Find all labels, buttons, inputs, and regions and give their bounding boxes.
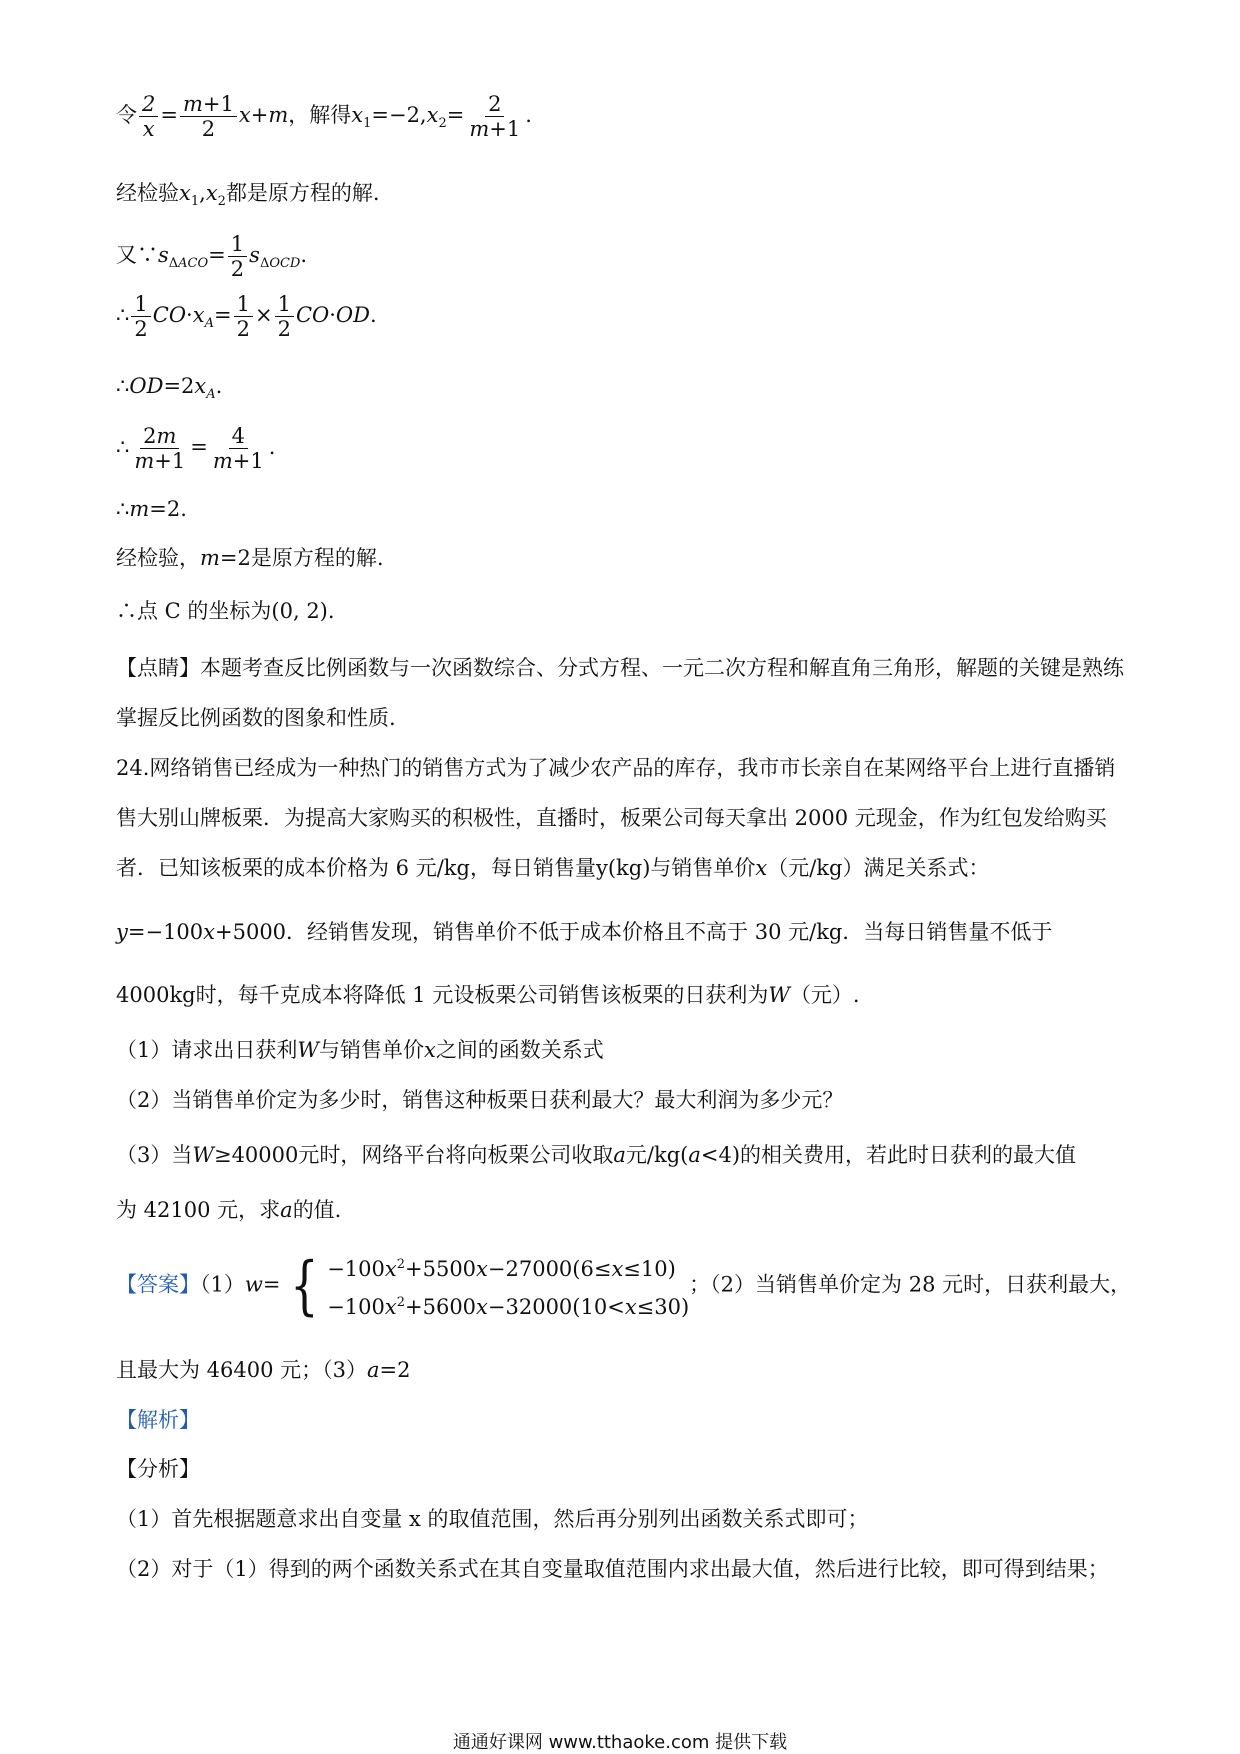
sub-question-3-line-2: 为 42100 元，求a的值. (116, 1198, 342, 1222)
answer-line-1: 【答案】（1）w= { $-100x^2+5500x-27000(6\le x\le 10)$ $-100x^2+5600x-32000(10<x\le 30)$ ；（2）当销售单价定为 28 元时，日获利最大， (116, 1249, 1132, 1323)
sub-question-2: （2）当销售单价定为多少时，销售这种板栗日获利最大？最大利润为多少元？ (116, 1088, 844, 1112)
text-line-2: 经检验$x_1,x_2$都是原方程的解. (116, 181, 380, 209)
equation-line-7: ∴m=2. (116, 497, 187, 521)
question-24-line-4: y=−100x+5000．经销售发现，销售单价不低于成本价格且不高于 30 元/kg．当每日销售量不低于 (116, 920, 1053, 944)
footer-text: 通通好课网 www.tthaoke.com 提供下载 (452, 1732, 788, 1753)
equation-line-1: 令 $\frac{2}{x}$ = $\frac{m+1}{2}$ x+m，解得$x_1=-2,x_2=$ $\frac{2}{m+1}$ . (116, 92, 532, 142)
equation-line-3: 又$\because s_{\Delta ACO}=$ $\frac{1}{2}$ $s_{\Delta OCD}$. (116, 232, 308, 282)
sub-question-1: （1）请求出日获利W与销售单价x之间的函数关系式 (116, 1038, 604, 1062)
sub-question-3: （3）当W≥40000元时，网络平台将向板栗公司收取a元/kg(a<4)的相关费用，若此时日获利的最大值 (116, 1143, 1077, 1167)
answer-line-2: 且最大为 46400 元；（3）a=2 (116, 1358, 411, 1382)
analysis-line-1: （1）首先根据题意求出自变量 x 的取值范围，然后再分别列出函数关系式即可； (116, 1507, 869, 1531)
jiexi-heading: 【解析】 (116, 1408, 200, 1432)
text-line-9: ∴点 C 的坐标为(0, 2). (116, 599, 335, 623)
equation-line-4: ∴ $\frac{1}{2}$ $CO\cdot x_A=$ $\frac{1}{2}$ × $\frac{1}{2}$ CO·OD. (116, 292, 377, 342)
question-24-line-5: 4000kg时，每千克成本将降低 1 元设板栗公司销售该板栗的日获利为W（元）. (116, 983, 860, 1007)
text-line-8: 经检验，m=2是原方程的解. (116, 546, 384, 570)
fenxi-heading: 【分析】 (116, 1457, 200, 1481)
question-24: 24.网络销售已经成为一种热门的销售方式为了减少农产品的库存，我市市长亲自在某网络平台上进行直播销售大别山牌板栗．为提高大家购买的积极性，直播时，板栗公司每天拿出 2000 元现金，作为红包发给购买者．已知该板栗的成本价格为 6 元/kg，每日销售量y(kg)与销售单价x（元/kg）满足关系式： (116, 756, 1116, 880)
analysis-line-2: （2）对于（1）得到的两个函数关系式在其自变量取值范围内求出最大值，然后进行比较，即可得到结果； (116, 1557, 1109, 1581)
dianjing-paragraph: 【点睛】本题考查反比例函数与一次函数综合、分式方程、一元二次方程和解直角三角形，解题的关键是熟练掌握反比例函数的图象和性质. (116, 656, 1124, 730)
equation-line-6: ∴ $\frac{2m}{m+1}$ = $\frac{4}{m+1}$ . (116, 424, 276, 474)
equation-line-5: $\therefore OD=2x_A$. (116, 374, 223, 402)
